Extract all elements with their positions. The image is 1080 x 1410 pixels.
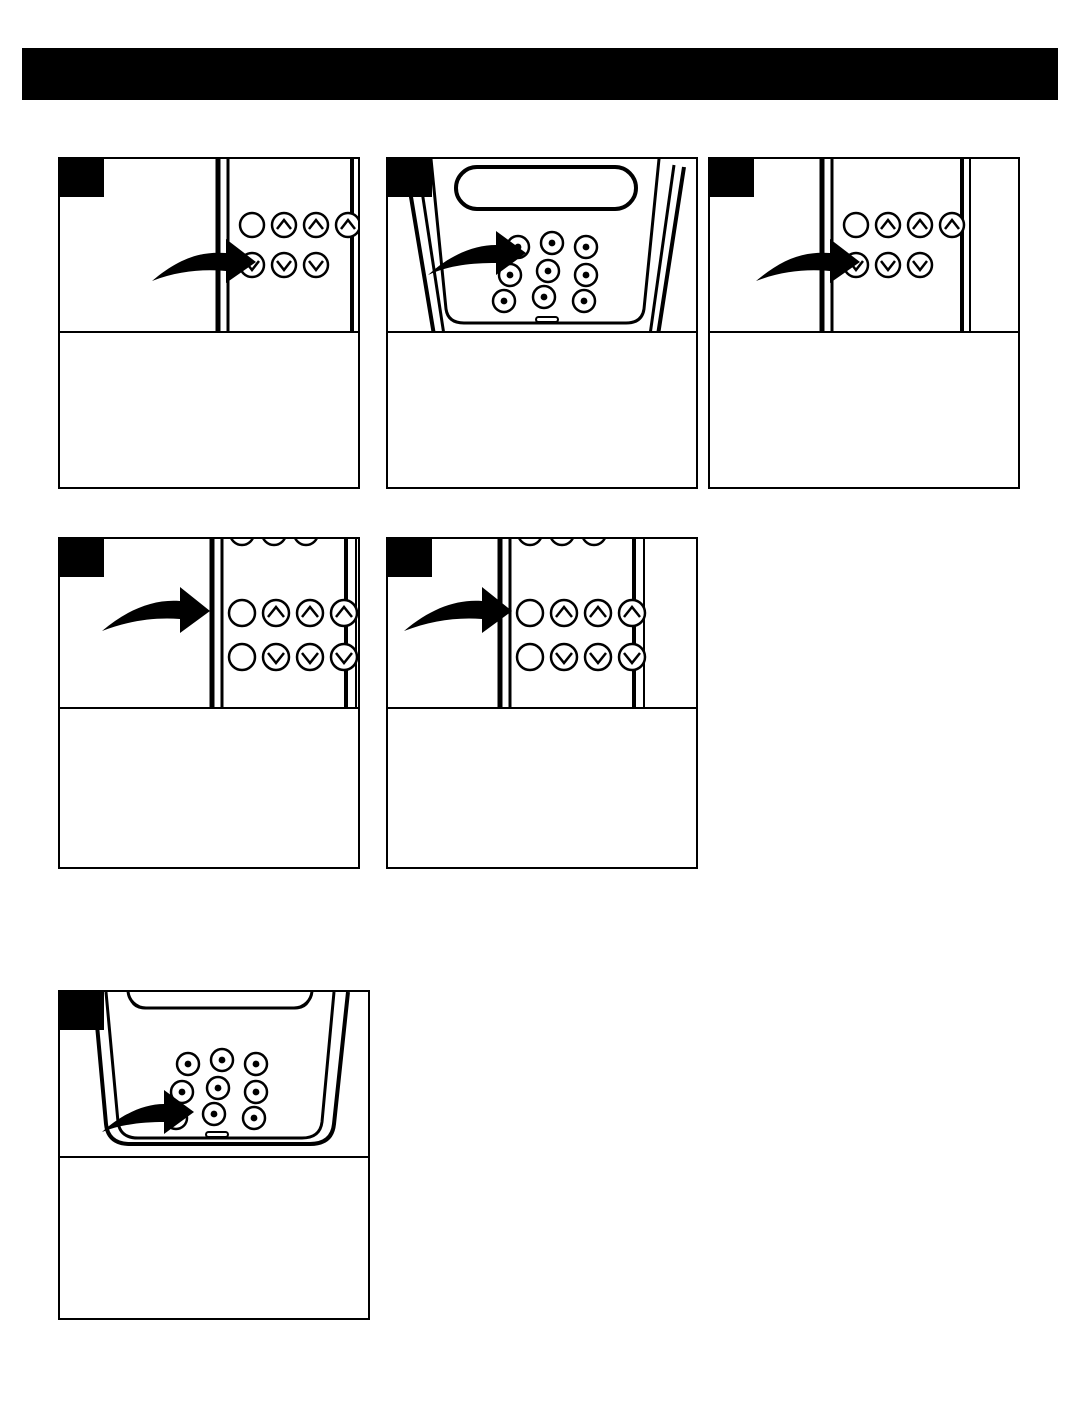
step-3-number	[710, 159, 754, 197]
telephone-drawing-6	[60, 992, 368, 1156]
step-2-number	[388, 159, 432, 197]
step-panel-4	[58, 537, 360, 869]
remote-control-drawing-5	[388, 539, 696, 707]
step-6-number	[60, 992, 104, 1030]
step-5-caption	[386, 707, 698, 869]
step-panel-5	[386, 537, 698, 869]
step-4-caption	[58, 707, 360, 869]
step-panel-1	[58, 157, 360, 489]
step-3-caption	[708, 331, 1020, 489]
remote-control-drawing-4	[60, 539, 358, 707]
step-panel-2	[386, 157, 698, 489]
remote-control-drawing-3	[710, 159, 1018, 331]
step-5-illustration	[386, 537, 698, 709]
step-2-caption	[386, 331, 698, 489]
step-4-number	[60, 539, 104, 577]
step-4-illustration	[58, 537, 360, 709]
telephone-drawing-2	[388, 159, 696, 331]
step-panel-3	[708, 157, 1020, 489]
step-1-number	[60, 159, 104, 197]
step-5-number	[388, 539, 432, 577]
step-1-illustration	[58, 157, 360, 333]
remote-control-drawing-1	[60, 159, 358, 331]
step-3-illustration	[708, 157, 1020, 333]
section-banner	[22, 48, 1058, 100]
step-1-caption	[58, 331, 360, 489]
step-6-caption	[58, 1156, 370, 1320]
step-panel-6	[58, 990, 370, 1320]
step-6-illustration	[58, 990, 370, 1158]
step-2-illustration	[386, 157, 698, 333]
